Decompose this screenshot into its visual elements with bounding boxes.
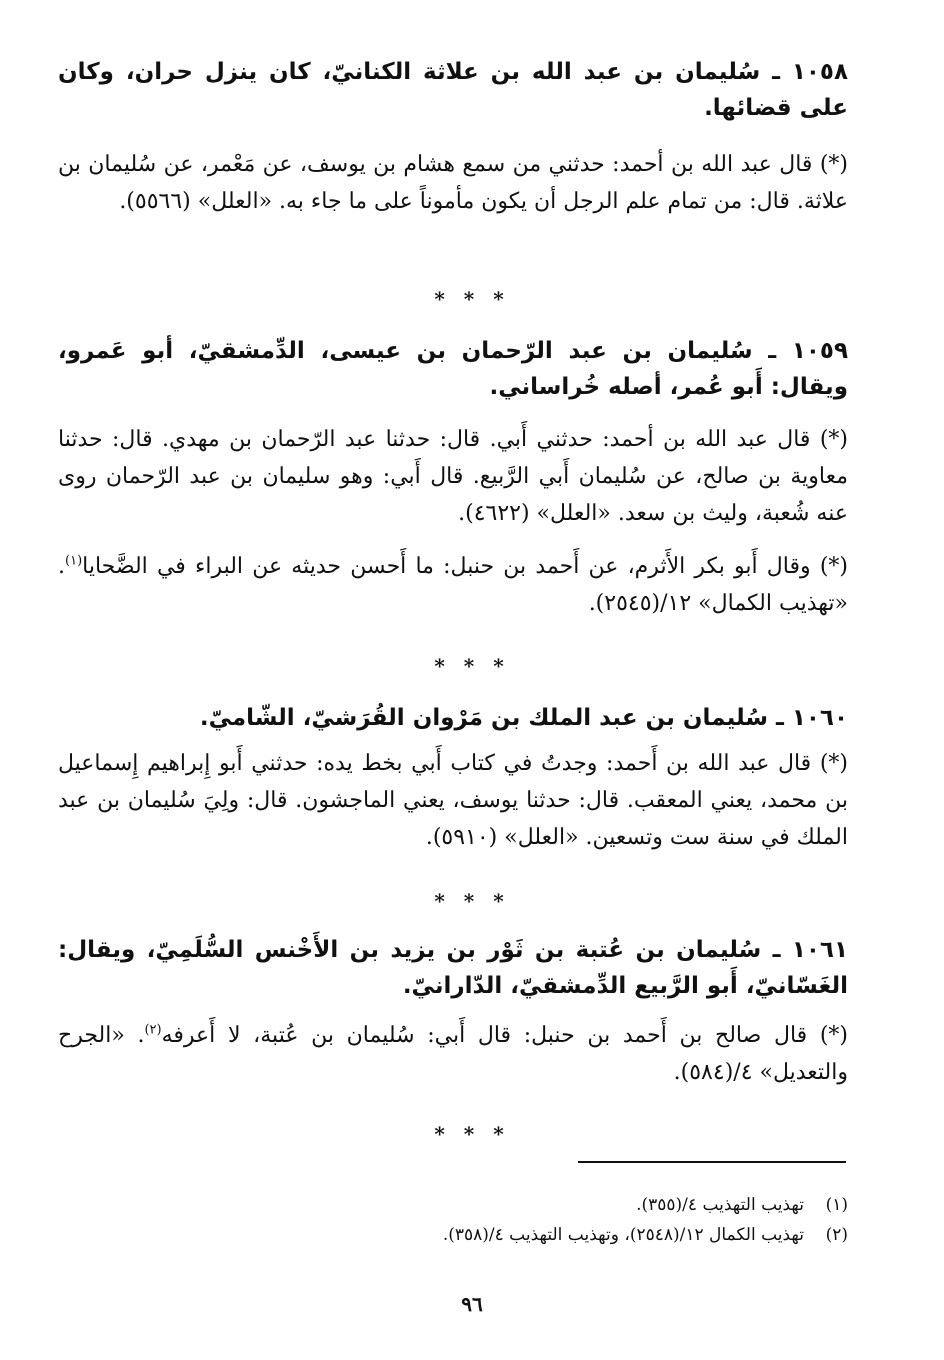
section-separator: * * * <box>434 889 510 913</box>
entry-text-1058: (*) قال عبد الله بن أحمد: حدثني من سمع هشام بن يوسف، عن مَعْمر، عن سُليمان بن علاثة. قال: من تمام علم الرجل أن يكون مأموناً على ما جاء به. «العلل» (٥٥٦٦). <box>58 152 848 214</box>
entry-text-1059-b <box>58 548 848 622</box>
footnote-number: (١) <box>825 1195 848 1215</box>
footnote-text: تهذيب الكمال ١٢/(٢٥٤٨)، وتهذيب التهذيب ٤/(٣٥٨). <box>442 1225 804 1245</box>
section-separator: * * * <box>434 287 510 311</box>
entry-text-1059-a: (*) قال عبد الله بن أحمد: حدثني أَبي. قال: حدثنا عبد الرّحمان بن مهدي. قال: حدثنا معاوية بن صالح، عن سُليمان أَبي الرَّبيع. قال أَبي: وهو سليمان بن عبد الرّحمان روى عنه شُعبة، وليث بن سعد. «العلل» (٤٦٢٢). <box>58 427 848 526</box>
footnote-marker: (١) <box>65 553 83 569</box>
footnote-rule <box>578 1161 846 1163</box>
section-separator: * * * <box>434 654 510 678</box>
paragraph-tail: . «الجرح والتعديل» ٤/(٥٨٤). <box>58 1023 848 1085</box>
paragraph-text: (*) وقال أَبو بكر الأَثرم، عن أَحمد بن حنبل: ما أَحسن حديثه عن البراء في الضَّحايا <box>82 554 848 579</box>
page-number: ٩٦ <box>461 1292 483 1316</box>
footnote-text: تهذيب التهذيب ٤/(٣٥٥). <box>636 1195 804 1215</box>
paragraph-text: (*) قال صالح بن أَحمد بن حنبل: قال أَبي: سُليمان بن عُتبة، لا أَعرفه <box>161 1023 848 1048</box>
entry-heading-1060: ١٠٦٠ ـ سُليمان بن عبد الملك بن مَرْوان القُرَشيّ، الشّاميّ. <box>199 705 848 731</box>
footnote-1 <box>58 1192 848 1218</box>
section-separator: * * * <box>434 1122 510 1146</box>
entry-text-1061 <box>58 1017 848 1091</box>
paragraph-tail: . «تهذيب الكمال» ١٢/(٢٥٤٥). <box>58 554 848 616</box>
entry-heading-1061: ١٠٦١ ـ سُليمان بن عُتبة بن ثَوْر بن يزيد بن الأَخْنس السُّلَمِيّ، ويقال: الغَسّانيّ، أَبو الرَّبيع الدِّمشقيّ، الدّارانيّ. <box>58 937 848 999</box>
entry-heading-1058: ١٠٥٨ ـ سُليمان بن عبد الله بن علاثة الكنانيّ، كان ينزل حران، وكان على قضائها. <box>58 59 848 121</box>
footnote-2 <box>58 1222 848 1248</box>
entry-heading-1059: ١٠٥٩ ـ سُليمان بن عبد الرّحمان بن عيسى، الدِّمشقيّ، أبو عَمرو، ويقال: أَبو عُمر، أصله خُراساني. <box>58 338 848 400</box>
entry-text-1060: (*) قال عبد الله بن أَحمد: وجدتُ في كتاب أَبي بخط يده: حدثني أَبو إِبراهيم إِسماعيل بن محمد، يعني المعقب. قال: حدثنا يوسف، يعني الماجشون. قال: ولِيَ سُليمان بن عبد الملك في سنة ست وتسعين. «العلل» (٥٩١٠). <box>58 751 848 850</box>
footnote-marker: (٢) <box>144 1022 162 1038</box>
footnote-number: (٢) <box>825 1225 848 1245</box>
